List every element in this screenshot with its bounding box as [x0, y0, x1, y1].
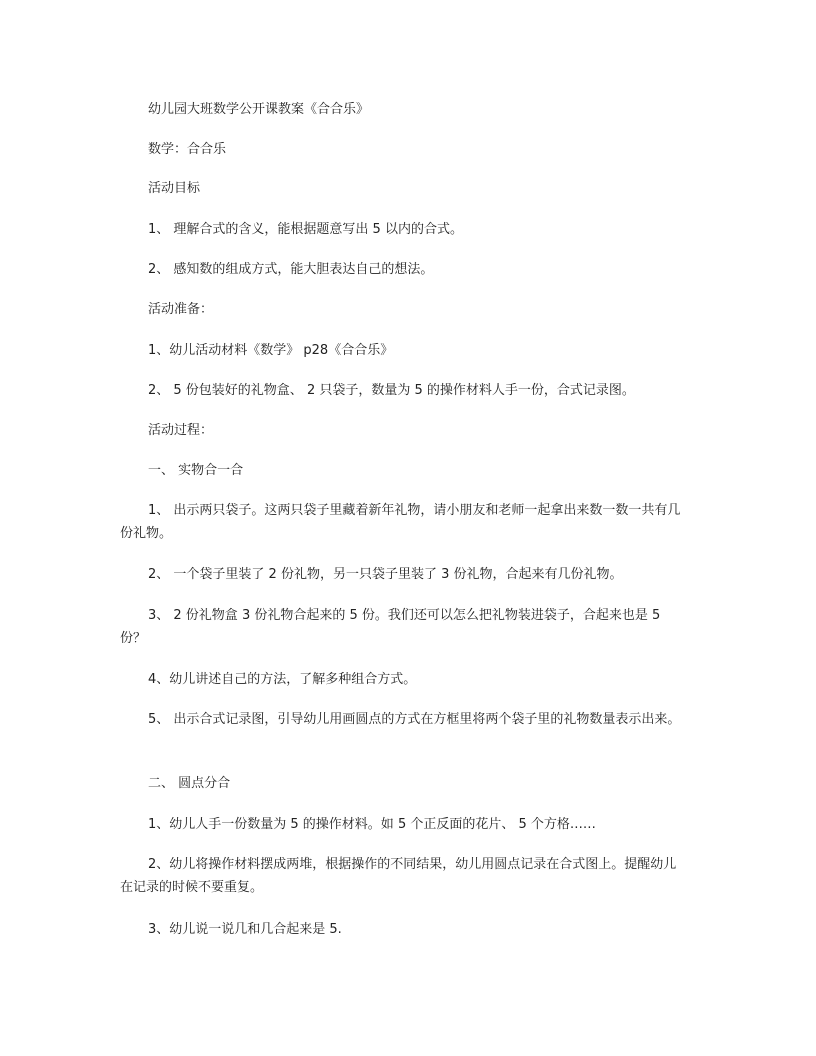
prep-item: 1、幼儿活动材料《数学》 p28《合合乐》 — [148, 343, 394, 358]
document-title: 幼儿园大班数学公开课教案《合合乐》 — [148, 102, 370, 117]
goal-item: 2、 感知数的组成方式，能大胆表达自己的想法。 — [148, 262, 434, 277]
process-heading: 活动过程： — [148, 423, 214, 438]
prep-item: 2、 5 份包装好的礼物盒、 2 只袋子，数量为 5 的操作材料人手一份，合式记录图。 — [148, 383, 635, 398]
list-item: 2、 一个袋子里装了 2 份礼物，另一只袋子里装了 3 份礼物，合起来有几份礼物。 — [148, 567, 623, 582]
section-heading: 二、 圆点分合 — [148, 776, 231, 791]
list-item: 3、幼儿说一说几和几合起来是 5. — [148, 922, 342, 937]
prep-heading: 活动准备： — [148, 302, 214, 317]
subject-line: 数学：合合乐 — [148, 142, 227, 157]
section-heading: 一、 实物合一合 — [148, 463, 244, 478]
list-item: 5、 出示合式记录图，引导幼儿用画圆点的方式在方框里将两个袋子里的礼物数量表示出来。 — [148, 712, 681, 727]
list-item: 1、幼儿人手一份数量为 5 的操作材料。如 5 个正反面的花片、 5 个方格…… — [148, 817, 596, 832]
goal-item: 1、 理解合式的含义，能根据题意写出 5 以内的合式。 — [148, 222, 463, 237]
list-item: 4、幼儿讲述自己的方法，了解多种组合方式。 — [148, 672, 417, 687]
list-item: 2、幼儿将操作材料摆成两堆，根据操作的不同结果，幼儿用圆点记录在合式图上。提醒幼儿在记录的时候不要重复。 — [120, 857, 677, 895]
list-item: 3、 2 份礼物盒 3 份礼物合起来的 5 份。我们还可以怎么把礼物装进袋子，合起来也是 5 份？ — [120, 608, 661, 646]
goals-heading: 活动目标 — [148, 181, 201, 196]
list-item: 1、 出示两只袋子。这两只袋子里藏着新年礼物，请小朋友和老师一起拿出来数一数一共有几份礼物。 — [120, 503, 681, 541]
